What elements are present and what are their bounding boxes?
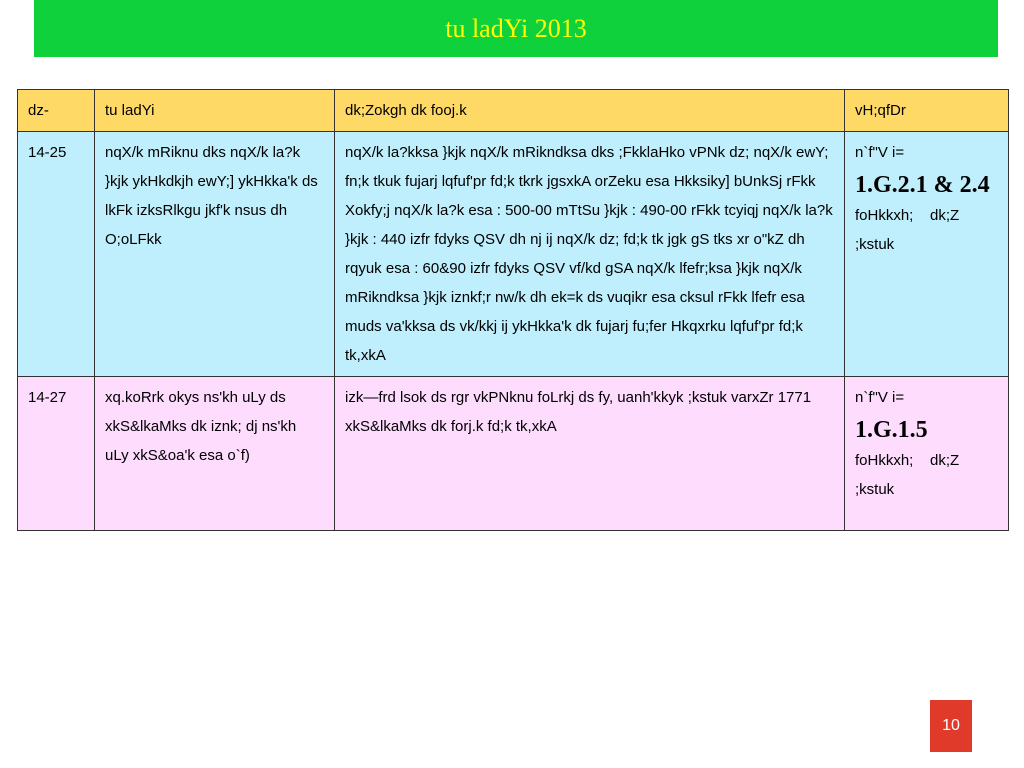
table-row xyxy=(18,377,1009,531)
page-number-badge xyxy=(930,700,972,752)
column-header-scheme: tu ladYi xyxy=(95,90,335,132)
remarks-cell xyxy=(845,377,1009,531)
column-header-description: dk;Zokgh dk fooj.k xyxy=(335,90,845,132)
table-row xyxy=(18,132,1009,377)
title-banner xyxy=(34,0,998,57)
column-header-remarks: vH;qfDr xyxy=(845,90,1009,132)
data-table xyxy=(17,89,1009,531)
slide-title: tu ladYi 2013 xyxy=(445,13,587,43)
remarks-suffix-b: ;kstuk xyxy=(855,236,895,253)
remarks-prefix: n`f"V i= xyxy=(855,389,905,406)
scheme-cell: nqX/k mRiknu dks nqX/k la?k }kjk ykHkdkjh ewY;] ykHkka'k ds lkFk izksRlkgu jkf'k nsus dh O;oLFkk xyxy=(95,132,335,377)
page-number: 10 xyxy=(942,717,960,734)
description-cell: izk—frd lsok ds rgr vkPNknu foLrkj ds fy, uanh'kkyk ;kstuk varxZr 1771 xkS&lkaMks dk forj.k fd;k tk,xkA xyxy=(335,377,845,531)
remarks-suffix-a: foHkkxh; dk;Z xyxy=(855,207,960,224)
row-number: 14-25 xyxy=(18,132,95,377)
remarks-code: 1.G.2.1 & 2.4 xyxy=(855,172,990,198)
row-number: 14-27 xyxy=(18,377,95,531)
remarks-code: 1.G.1.5 xyxy=(855,417,928,443)
column-header-number: dz- xyxy=(18,90,95,132)
remarks-prefix: n`f"V i= xyxy=(855,144,905,161)
remarks-suffix-b: ;kstuk xyxy=(855,481,895,498)
scheme-cell: xq.koRrk okys ns'kh uLy ds xkS&lkaMks dk iznk; dj ns'kh uLy xkS&oa'k esa o`f) xyxy=(95,377,335,531)
remarks-suffix-a: foHkkxh; dk;Z xyxy=(855,452,960,469)
table-header-row xyxy=(18,90,1009,132)
remarks-cell xyxy=(845,132,1009,377)
description-cell: nqX/k la?kksa }kjk nqX/k mRikndksa dks ;FkklaHko vPNk dz; nqX/k ewY; fn;k tkuk fujarj lqfuf'pr fd;k tkrk jgsxkA orZeku esa Hkksiky] bUnkSj rFkk Xokfy;j nqX/k la?k esa : 500-00 mTtSu }kjk : 490-00 rFkk tcyiqj nqX/k la?k }kjk : 440 izfr fdyks QSV dh nj ij nqX/k dz; fd;k tk jgk gS tks xr o"kZ dh rqyuk esa : 60&90 izfr fdyks QSV vf/kd gSA nqX/k lfefr;ksa }kjk nqX/k mRikndksa }kjk iznkf;r nw/k dh ek=k ds vuqikr esa cksul rFkk lfefr esa muds va'kksa ds vk/kkj ij ykHkka'k dk fujarj fu;fer Hkqxrku lqfuf'pr fd;k tk,xkA xyxy=(335,132,845,377)
